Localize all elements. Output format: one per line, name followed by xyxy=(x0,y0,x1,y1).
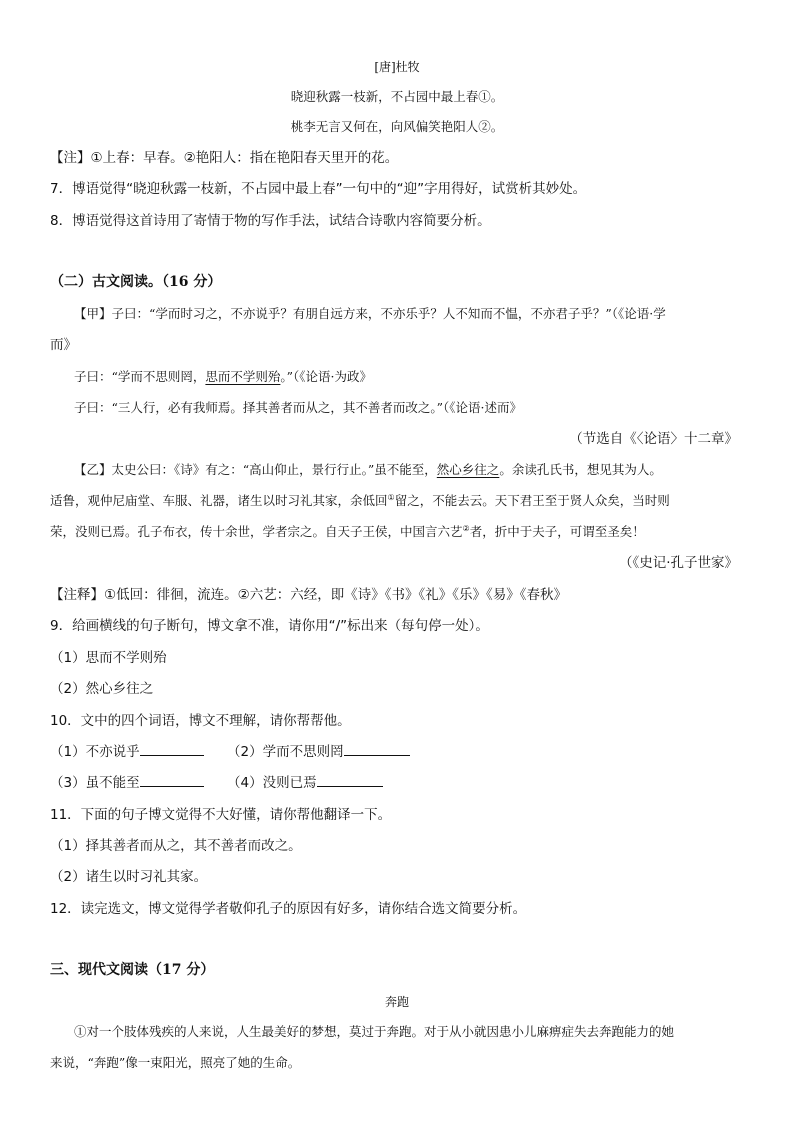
yi-line-1-text-a: 【乙】太史公曰：《诗》有之：“高山仰止，景行行止。”虽不能至， xyxy=(74,462,437,477)
footnote-marker-1: ① xyxy=(387,492,395,502)
answer-blank[interactable] xyxy=(140,774,204,787)
poem-line-1: 晓迎秋露一枝新，不占园中最上春①。 xyxy=(290,89,504,104)
question-9-item-1: （1）思而不学则殆 xyxy=(50,650,167,666)
yi-line-1-text-b: 。余读孔氏书，想见其为人。 xyxy=(499,462,662,477)
answer-blank[interactable] xyxy=(140,743,204,756)
poem-author: [唐]杜牧 xyxy=(374,60,420,74)
yi-passage-line-1 xyxy=(74,461,662,479)
question-10-item-4 xyxy=(227,774,383,792)
jia-passage-line-2: 而》 xyxy=(50,337,77,353)
article-title: 奔跑 xyxy=(384,995,409,1009)
question-10: 10．文中的四个词语，博文不理解，请你帮帮他。 xyxy=(50,713,351,729)
section-2-heading: （二）古文阅读。（16 分） xyxy=(50,274,222,290)
question-8: 8．博语觉得这首诗用了寄情于物的写作手法，试结合诗歌内容简要分析。 xyxy=(50,213,491,229)
question-10-item-4-label: （4）没则已焉 xyxy=(227,775,317,791)
passage-note: 【注释】①低回：徘徊，流连。②六艺：六经，即《诗》《书》《礼》《乐》《易》《春秋》 xyxy=(50,587,567,603)
question-11-item-2: （2）诸生以时习礼其家。 xyxy=(50,869,208,885)
poem-line-2: 桃李无言又何在，向风偏笑艳阳人②。 xyxy=(290,119,504,134)
yi-line-3-text-b: 者，折中于夫子，可谓至圣矣！ xyxy=(469,524,645,539)
question-10-item-1 xyxy=(50,743,204,761)
question-10-item-1-label: （1）不亦说乎 xyxy=(50,744,140,760)
underlined-sentence-1: 思而不学则殆 xyxy=(205,369,281,384)
yi-line-3-text-a: 荣，没则已焉。孔子布衣，传十余世，学者宗之。自天子王侯，中国言六艺 xyxy=(50,524,463,539)
poem-note: 【注】①上春：早春。②艳阳人：指在艳阳春天里开的花。 xyxy=(50,150,399,166)
footnote-marker-2: ② xyxy=(462,523,470,533)
yi-line-2-text-b: 留之，不能去云。天下君王至于贤人众矣，当时则 xyxy=(394,493,670,508)
answer-blank[interactable] xyxy=(344,743,410,756)
yi-passage-line-2 xyxy=(50,492,670,510)
jia-passage-3: 子曰：“三人行，必有我师焉。择其善者而从之，其不善者而改之。”（《论语·述而》 xyxy=(74,400,523,415)
question-9: 9．给画横线的句子断句，博文拿不准，请你用“/”标出来（每句停一处）。 xyxy=(50,618,489,634)
yi-line-2-text-a: 适鲁，观仲尼庙堂、车服、礼器，诸生以时习礼其家，余低回 xyxy=(50,493,388,508)
question-10-item-3-label: （3）虽不能至 xyxy=(50,775,140,791)
jia-passage-2 xyxy=(74,368,372,386)
article-paragraph-1-line-2: 来说，“奔跑”像一束阳光，照亮了她的生命。 xyxy=(50,1055,301,1070)
jia-passage-line-1: 【甲】子曰：“学而时习之，不亦说乎？有朋自远方来，不亦乐乎？人不知而不愠，不亦君子乎？”（《论语·学 xyxy=(74,306,666,321)
question-10-item-2-label: （2）学而不思则罔 xyxy=(227,744,344,760)
answer-blank[interactable] xyxy=(317,774,383,787)
question-11: 11．下面的句子博文觉得不大好懂，请你帮他翻译一下。 xyxy=(50,807,392,823)
underlined-sentence-2: 然心乡往之 xyxy=(436,462,500,477)
jia-source: （节选自《〈论语〉十二章》 xyxy=(569,431,738,447)
jia-passage-2-text-a: 子曰：“学而不思则罔， xyxy=(74,369,206,384)
section-3-heading: 三、现代文阅读（17 分） xyxy=(50,962,215,978)
question-11-item-1: （1）择其善者而从之，其不善者而改之。 xyxy=(50,838,302,854)
question-7: 7．博语觉得“晓迎秋露一枝新，不占园中最上春”一句中的“迎”字用得好，试赏析其妙处。 xyxy=(50,181,587,197)
question-10-item-3 xyxy=(50,774,204,792)
question-9-item-2: （2）然心乡往之 xyxy=(50,681,154,697)
yi-source: （《史记·孔子世家》 xyxy=(618,555,738,571)
question-12: 12．读完选文，博文觉得学者敬仰孔子的原因有好多，请你结合选文简要分析。 xyxy=(50,901,527,917)
jia-passage-2-text-b: 。”（《论语·为政》 xyxy=(280,369,373,384)
yi-passage-line-3 xyxy=(50,523,645,541)
article-paragraph-1-line-1: ①对一个肢体残疾的人来说，人生最美好的梦想，莫过于奔跑。对于从小就因患小儿麻痹症失去奔跑能力的她 xyxy=(74,1024,675,1039)
question-10-item-2 xyxy=(227,743,410,761)
